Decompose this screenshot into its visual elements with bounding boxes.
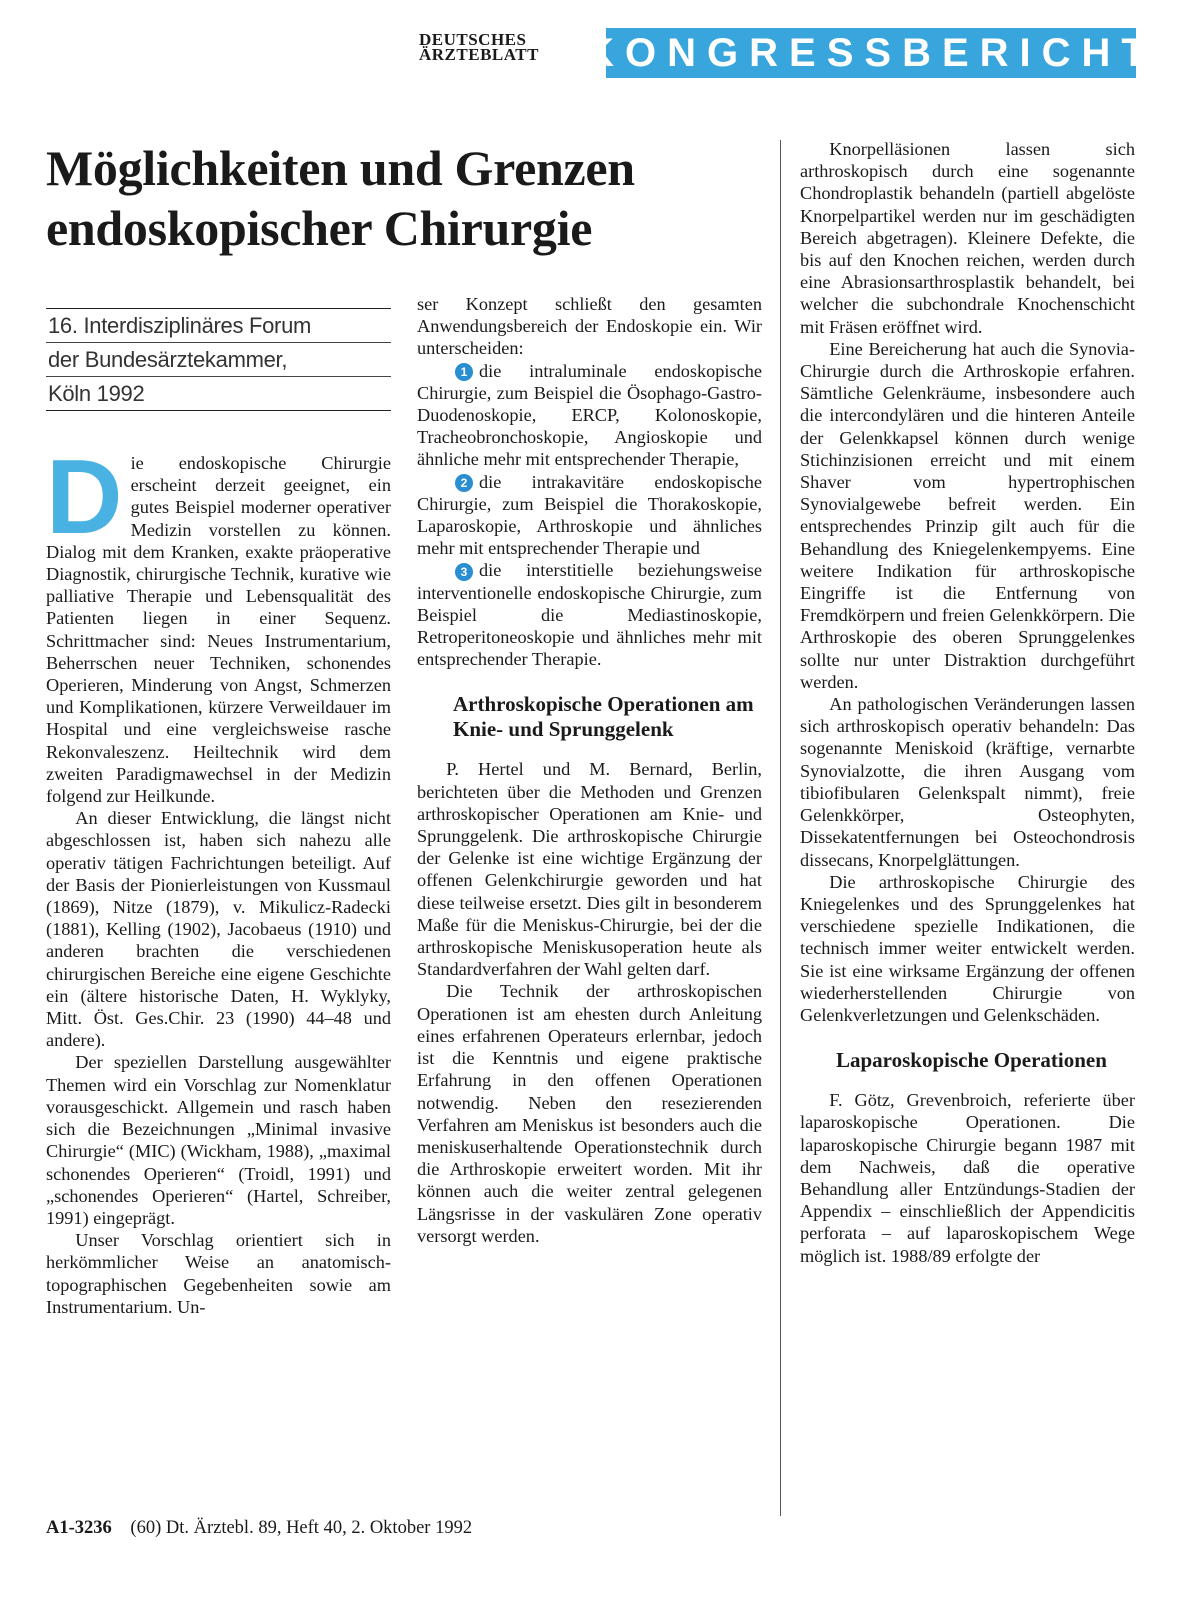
section-heading: Arthroskopische Operationen am Knie- und Sprunggelenk <box>453 692 754 742</box>
paragraph-text: ie endoskopische Chirurgie erscheint derzeit geeignet, ein gutes Beispiel moderner operativer Medizin vorstellen zu können. Dialog mit dem Kranken, exakte präoperative Diagnostik, chirurgische Technik, kurative wie palliative Therapie und Lebensqualität des Patienten liegen in einer Sequenz. Schrittmacher sind: Neues Instrumentarium, Beherrschen neuer Techniken, schonendes Operieren, Minderung von Angst, Schmerzen und Komplikationen, kürzere Verweildauer im Hospital und eine vergleichsweise rasche Rekonvaleszenz. Heiltechnik wird dem zweiten Paradigmawechsel in der Medizin folgend zur Heilkunde. <box>46 453 391 807</box>
paragraph: Die arthroskopische Chirurgie des Kniegelenkes und des Sprunggelenkes hat verschiedene spezielle Indikationen, die technisch immer weiter entwickelt werden. Sie ist eine wirksame Ergänzung der offenen wiederherstellenden Chirurgie von Gelenkverletzungen und Gelenkschäden. <box>800 871 1135 1025</box>
page-code: A1-3236 <box>46 1518 112 1538</box>
section-banner: KONGRESSBERICHT <box>606 28 1136 78</box>
subtitle-line: Köln 1992 <box>48 381 145 406</box>
column-3 <box>800 138 1135 1267</box>
title-line1: Möglichkeiten und Grenzen <box>46 140 635 196</box>
column-2 <box>417 293 762 1247</box>
paragraph: ser Konzept schließt den gesamten Anwendungsbereich der Endoskopie ein. Wir unterscheiden: <box>417 294 762 359</box>
paragraph: Der speziellen Darstellung ausgewählter Themen wird ein Vorschlag zur Nomenklatur vorausgeschickt. Allgemein und rasch haben sich die Bezeichnungen „Minimal invasive Chirurgie“ (MIC) (Wickham, 1988), „maximal schonendes Operieren“ (Troidl, 1991) und „schonendes Operieren“ (Hartel, Schreiber, 1991) eingeprägt. <box>46 1052 391 1228</box>
page-footer <box>46 1518 472 1539</box>
drop-cap: D <box>46 438 123 556</box>
paragraph: F. Götz, Grevenbroich, referierte über laparoskopische Operationen. Die laparoskopische Chirurgie begann 1987 mit dem Nachweis, daß die operative Behandlung aller Entzündungs-Stadien der Appendix – einschließlich der Appendicitis perforata – auf laparoskopischem Wege möglich ist. 1988/89 erfolgte der <box>800 1090 1135 1266</box>
list-item <box>417 471 762 560</box>
paragraph: P. Hertel und M. Bernard, Berlin, berichteten über die Methoden und Grenzen arthroskopischer Operationen am Knie- und Sprunggelenk. Die arthroskopische Chirurgie der Gelenke ist eine wichtige Ergänzung der offenen Gelenkchirurgie geworden und hat diese teilweise ersetzt. Dies gilt in besonderem Maße für die Meniskus-Chirurgie, bei der die arthroskopische Meniskusoperation heute als Standardverfahren der Wahl gelten darf. <box>417 759 762 980</box>
paragraph: Eine Bereicherung hat auch die Synovia-Chirurgie durch die Arthroskopie erfahren. Sämtliche Gelenkräume, insbesondere auch die intercondylären und die hinteren Anteile der Gelenkkapsel können durch wenige Stichinzisionen erreicht und mit einem Shaver vom hypertrophischen Synovialgewebe befreit werden. Ein entsprechendes Prinzip gilt auch für die Behandlung des Kniegelenkempyems. Eine weitere Indikation für arthroskopische Eingriffe ist die Entfernung von Fremdkörpern und freien Gelenkkörpern. Die Arthroskopie des oberen Sprunggelenkes sollte nur unter Distraktion durchgeführt werden. <box>800 338 1135 692</box>
title-line2: endoskopischer Chirurgie <box>46 200 593 256</box>
masthead-logo <box>419 32 589 62</box>
subtitle-line: der Bundesärztekammer, <box>46 343 391 377</box>
paragraph <box>46 438 391 807</box>
list-item <box>417 559 762 670</box>
section-heading: Laparoskopische Operationen <box>836 1048 1107 1073</box>
subtitle-box <box>46 308 391 411</box>
citation: (60) Dt. Ärztebl. 89, Heft 40, 2. Oktober 1992 <box>130 1518 473 1538</box>
number-badge-icon: 2 <box>455 474 473 492</box>
list-item <box>417 360 762 471</box>
paragraph: An pathologischen Veränderungen lassen sich arthroskopisch operativ behandeln: Das sogenannte Meniskoid (kräftige, vernarbte Synovialzotte, die ihren Ausgang vom tibiofibularen Gelenkspalt nimmt), freie Gelenkkörper, Osteophyten, Dissekatentfernungen bei Osteochondrosis dissecans, Knorpelglättungen. <box>800 694 1135 870</box>
article-title <box>46 138 766 258</box>
number-badge-icon: 3 <box>455 563 473 581</box>
list-item-text: die intraluminale endoskopische Chirurgie, zum Beispiel die Ösophago-Gastro-Duodenoskopie, ERCP, Kolonoskopie, Tracheobronchoskopie, Angioskopie und ähnliche mehr mit entsprechender Therapie, <box>417 360 762 470</box>
paragraph: Die Technik der arthroskopischen Operationen ist am ehesten durch Anleitung eines erfahrenen Operateurs erlernbar, jedoch ist die Kenntnis und eigene praktische Erfahrung in den offenen Operationen notwendig. Neben den resezierenden Verfahren am Meniskus ist besonders auch die meniskuserhaltende Operationstechnik durch die Arthroskopie erweitert worden. Mit ihr können auch die weiter zentral gelegenen Längsrisse in der vaskulären Zone operativ versorgt werden. <box>417 981 762 1246</box>
list-item-text: die interstitielle beziehungsweise interventionelle endoskopische Chirurgie, zum Beispiel die Mediastinoskopie, Retroperitoneoskopie und ähnliches mehr mit entsprechender Therapie. <box>417 560 762 670</box>
number-badge-icon: 1 <box>455 363 473 381</box>
paragraph: An dieser Entwicklung, die längst nicht abgeschlossen ist, haben sich nahezu alle operativ tätigen Fachrichtungen beteiligt. Auf der Basis der Pionierleistungen von Kussmaul (1869), Nitze (1879), v. Mikulicz-Radecki (1881), Kelling (1902), Jacobaeus (1910) und anderen brachten die verschiedenen chirurgischen Bereiche eine eigene Geschichte ein (ältere historische Daten, H. Wyklyky, Mitt. Öst. Ges.Chir. 23 (1990) 44–48 und andere). <box>46 808 391 1051</box>
masthead-line1: DEUTSCHES <box>419 30 527 49</box>
column-1 <box>46 438 391 1318</box>
paragraph: Unser Vorschlag orientiert sich in herkömmlicher Weise an anatomisch-topographischen Gegebenheiten sowie am Instrumentarium. Un- <box>46 1230 391 1317</box>
paragraph: Knorpelläsionen lassen sich arthroskopisch durch eine sogenannte Chondroplastik behandeln (partiell abgelöste Knorpelpartikel werden nur im geschädigten Bereich abgetragen). Kleinere Defekte, die bis auf den Knochen reichen, werden durch eine Abrasionsarthrosplastik behandelt, bei welcher die subchondrale Knochenschicht mit Fräsen eröffnet wird. <box>800 139 1135 337</box>
masthead-line2: ÄRZTEBLATT <box>419 45 539 64</box>
subtitle-line: 16. Interdisziplinäres Forum <box>46 309 391 343</box>
list-item-text: die intrakavitäre endoskopische Chirurgie, zum Beispiel die Thorakoskopie, Laparoskopie, Arthroskopie und ähnliches mehr mit entsprechender Therapie und <box>417 471 762 559</box>
column-divider <box>780 140 781 1516</box>
